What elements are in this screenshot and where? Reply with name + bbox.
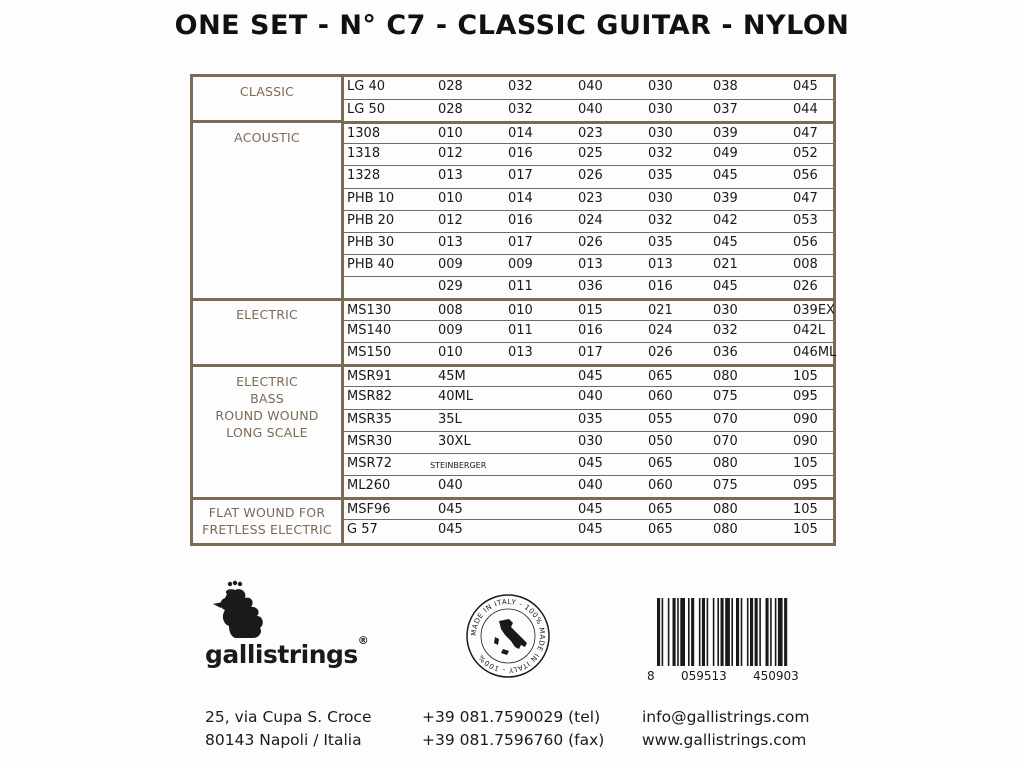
set-code: MSR30 — [347, 433, 393, 449]
gauge-value: 052 — [793, 146, 818, 162]
barcode-bar — [721, 598, 724, 666]
barcode-bar — [662, 598, 664, 666]
gauge-value: 032 — [648, 212, 673, 228]
gauge-value: 037 — [713, 102, 738, 118]
gauge-value: 047 — [793, 190, 818, 206]
barcode-bar — [702, 598, 705, 666]
gauge-value: 070 — [713, 411, 738, 427]
gauge-value: 047 — [793, 126, 818, 142]
category-divider — [193, 120, 341, 123]
gauge-value: 021 — [648, 303, 673, 318]
set-code: LG 50 — [347, 102, 385, 118]
barcode-bar — [680, 598, 685, 666]
gauge-value: 45M — [438, 369, 466, 385]
gauge-value: 023 — [578, 126, 603, 142]
gauge-value: 056 — [793, 234, 818, 250]
gauge-value: 095 — [793, 477, 818, 493]
table-row — [343, 342, 837, 364]
table-row — [343, 453, 833, 475]
gauge-value: 045 — [793, 79, 818, 94]
barcode-bar — [770, 598, 772, 666]
email-link[interactable]: info@gallistrings.com — [642, 708, 810, 726]
gauge-value: 060 — [648, 389, 673, 405]
rooster-icon — [205, 580, 295, 644]
gauge-value: 030 — [648, 190, 673, 206]
gauge-value: 036 — [578, 278, 603, 294]
set-code: MSR72 — [347, 455, 393, 471]
gauge-value: 053 — [793, 212, 818, 228]
barcode-bar — [668, 598, 670, 666]
gauge-value: 040 — [438, 477, 463, 493]
barcode-bar — [657, 598, 660, 666]
gauge-value: 028 — [438, 102, 463, 118]
made-in-italy-seal — [465, 593, 551, 679]
set-code: PHB 40 — [347, 256, 395, 272]
barcode-bar — [717, 598, 719, 666]
barcode-bar — [766, 598, 769, 666]
barcode-bar — [778, 598, 783, 666]
gauge-value: 012 — [438, 212, 463, 228]
gauge-value: 009 — [508, 256, 533, 272]
gauge-value: 017 — [508, 234, 533, 250]
gauge-value: 021 — [713, 256, 738, 272]
gauge-value: 105 — [793, 369, 818, 385]
gauge-value: 40ML — [438, 389, 474, 405]
gauge-value: 009 — [438, 323, 463, 339]
table-row — [343, 497, 833, 519]
gauge-value: 013 — [578, 256, 603, 272]
gauge-value: 042L — [793, 323, 826, 339]
page-title: ONE SET - N° C7 - CLASSIC GUITAR - NYLON — [174, 10, 850, 41]
table-row — [343, 320, 833, 342]
barcode-bar — [691, 598, 694, 666]
table-row — [343, 519, 833, 541]
gauge-value: 045 — [578, 455, 603, 471]
gauge-value: 009 — [438, 256, 463, 272]
italy-map-icon — [494, 619, 527, 655]
gauge-value: 065 — [648, 522, 673, 537]
category-classic: CLASSIC — [239, 84, 295, 99]
table-row — [343, 276, 833, 298]
table-row — [343, 298, 833, 320]
gallistrings-logo — [205, 580, 405, 680]
gauge-value: 046ML — [793, 345, 837, 361]
barcode-bar — [699, 598, 701, 666]
table-row — [343, 431, 833, 453]
set-code: MSR82 — [347, 389, 393, 405]
table-row — [343, 409, 833, 431]
gauge-value: 042 — [713, 212, 738, 228]
gauge-value: 030 — [648, 126, 673, 142]
address-line-2: 80143 Napoli / Italia — [205, 731, 362, 749]
gauge-value: 030 — [648, 102, 673, 118]
gauge-value: 105 — [793, 455, 818, 471]
set-code: 1318 — [347, 146, 381, 162]
gauge-value: 026 — [578, 234, 603, 250]
gauge-value: 008 — [793, 256, 818, 272]
gauge-value: 090 — [793, 411, 818, 427]
gauge-value: 035 — [648, 168, 673, 184]
gauge-value: 010 — [438, 345, 463, 361]
gauge-value: 014 — [508, 190, 533, 206]
gauge-value: 065 — [648, 455, 673, 471]
gauge-value: 080 — [713, 369, 738, 385]
category-flat-wound: FLAT WOUND FOR FRETLESS ELECTRIC — [202, 505, 332, 537]
gauge-value: 035 — [648, 234, 673, 250]
set-code: ML260 — [347, 477, 391, 493]
gauge-value: 060 — [648, 477, 673, 493]
barcode-bar — [775, 598, 777, 666]
set-code: MSF96 — [347, 501, 391, 517]
set-code: PHB 20 — [347, 212, 395, 228]
gauge-value: 040 — [578, 477, 603, 493]
gauge-value: 029 — [438, 278, 463, 294]
gauge-value: 010 — [438, 126, 463, 142]
barcode-bar — [731, 598, 733, 666]
gauge-value: 032 — [648, 146, 673, 162]
barcode-bar — [673, 598, 676, 666]
table-row — [343, 364, 833, 386]
category-acoustic: ACOUSTIC — [234, 130, 300, 145]
phone-fax: +39 081.7596760 (fax) — [422, 731, 605, 749]
table-row — [343, 232, 833, 254]
gauge-value: 013 — [438, 168, 463, 184]
set-code: MSR91 — [347, 369, 393, 385]
gauge-value: 013 — [438, 234, 463, 250]
gauge-value: 045 — [713, 234, 738, 250]
gauge-value: 065 — [648, 369, 673, 385]
set-code: PHB 10 — [347, 190, 395, 206]
gauge-value: 070 — [713, 433, 738, 449]
table-row — [343, 188, 833, 210]
gauge-value: 105 — [793, 501, 818, 517]
gauge-value: 012 — [438, 146, 463, 162]
barcode-bar — [688, 598, 690, 666]
gauge-value: 032 — [508, 102, 533, 118]
set-code: MS130 — [347, 303, 392, 318]
table-row — [343, 165, 833, 187]
gauge-value: 30XL — [438, 433, 471, 449]
gauge-value: 017 — [508, 168, 533, 184]
gauge-value: 040 — [578, 79, 603, 94]
table-row — [343, 210, 833, 232]
gauge-value: 010 — [508, 303, 533, 318]
table-row — [343, 475, 833, 497]
table-row — [343, 143, 833, 165]
category-column — [193, 77, 344, 543]
barcode-bar — [677, 598, 679, 666]
gauge-value: 095 — [793, 389, 818, 405]
set-code: MSR35 — [347, 411, 393, 427]
gauge-value: 080 — [713, 455, 738, 471]
gauge-value: 013 — [648, 256, 673, 272]
gauge-value: 055 — [648, 411, 673, 427]
gauge-value: 045 — [713, 278, 738, 294]
gauge-value: STEINBERGER — [430, 460, 487, 470]
gauge-value: 080 — [713, 522, 738, 537]
barcode-bars — [655, 598, 825, 668]
gauge-value: 039 — [713, 190, 738, 206]
gauge-value: 024 — [648, 323, 673, 339]
gauge-value: 045 — [578, 522, 603, 537]
category-divider — [193, 298, 341, 301]
category-divider — [193, 497, 341, 500]
seal-ring-text: MADE IN ITALY - 100% MADE IN ITALY - 100% — [469, 597, 547, 675]
barcode-bar — [750, 598, 753, 666]
gauge-value: 080 — [713, 501, 738, 517]
gauge-value: 030 — [648, 79, 673, 94]
set-code: G 57 — [347, 522, 378, 537]
barcode-bar — [747, 598, 749, 666]
gauge-value: 008 — [438, 303, 463, 318]
set-code: 1308 — [347, 126, 381, 142]
barcode-bar — [725, 598, 730, 666]
gauge-value: 026 — [793, 278, 818, 294]
gauge-value: 045 — [713, 168, 738, 184]
gauge-value: 049 — [713, 146, 738, 162]
barcode-bar — [784, 598, 787, 666]
gauge-value: 032 — [713, 323, 738, 339]
gauge-value: 030 — [713, 303, 738, 318]
table-row — [343, 77, 833, 99]
set-code: MS140 — [347, 323, 392, 339]
barcode-bar — [755, 598, 758, 666]
gauge-value: 075 — [713, 477, 738, 493]
table-row — [343, 121, 833, 143]
category-divider — [193, 364, 341, 367]
set-code: LG 40 — [347, 79, 385, 94]
gauge-value: 065 — [648, 501, 673, 517]
gauge-value: 016 — [578, 323, 603, 339]
gauge-value: 016 — [648, 278, 673, 294]
set-code: PHB 30 — [347, 234, 395, 250]
website-link[interactable]: www.gallistrings.com — [642, 731, 807, 749]
gauge-value: 036 — [713, 345, 738, 361]
gauge-value: 050 — [648, 433, 673, 449]
gauge-value: 011 — [508, 323, 533, 339]
barcode-bar — [741, 598, 743, 666]
gauge-value: 010 — [438, 190, 463, 206]
gauge-value: 038 — [713, 79, 738, 94]
barcode-bar — [759, 598, 761, 666]
gauge-value: 105 — [793, 522, 818, 537]
gauge-value: 026 — [648, 345, 673, 361]
gauge-value: 015 — [578, 303, 603, 318]
barcode-bar — [713, 598, 715, 666]
category-electric-bass: ELECTRIC BASS ROUND WOUND LONG SCALE — [215, 374, 319, 440]
gauge-value: 013 — [508, 345, 533, 361]
gauge-value: 024 — [578, 212, 603, 228]
address-line-1: 25, via Cupa S. Croce — [205, 708, 372, 726]
gauge-table — [190, 74, 836, 546]
barcode-bar — [707, 598, 709, 666]
gauge-value: 035 — [578, 411, 603, 427]
gauge-value: 039EX — [793, 303, 835, 318]
gauge-value: 056 — [793, 168, 818, 184]
table-row — [343, 254, 833, 276]
phone-tel: +39 081.7590029 (tel) — [422, 708, 601, 726]
gauge-value: 017 — [578, 345, 603, 361]
gauge-value: 016 — [508, 146, 533, 162]
gauge-value: 045 — [438, 522, 463, 537]
gauge-value: 090 — [793, 433, 818, 449]
brand-name: gallistrings® — [205, 634, 369, 669]
set-code: MS150 — [347, 345, 392, 361]
gauge-value: 039 — [713, 126, 738, 142]
gauge-value: 040 — [578, 102, 603, 118]
table-row — [343, 386, 833, 408]
barcode: 8 059513 450903 — [655, 598, 825, 688]
gauge-value: 014 — [508, 126, 533, 142]
gauge-value: 016 — [508, 212, 533, 228]
gauge-value: 032 — [508, 79, 533, 94]
set-code: 1328 — [347, 168, 381, 184]
barcode-bar — [736, 598, 739, 666]
gauge-value: 026 — [578, 168, 603, 184]
gauge-value: 075 — [713, 389, 738, 405]
gauge-value: 35L — [438, 411, 462, 427]
gauge-value: 045 — [578, 369, 603, 385]
table-row — [343, 99, 833, 121]
category-electric: ELECTRIC — [236, 307, 298, 322]
gauge-value: 045 — [578, 501, 603, 517]
gauge-value: 044 — [793, 102, 818, 118]
gauge-value: 030 — [578, 433, 603, 449]
gauge-value: 040 — [578, 389, 603, 405]
gauge-value: 011 — [508, 278, 533, 294]
gauge-value: 025 — [578, 146, 603, 162]
gauge-value: 023 — [578, 190, 603, 206]
gauge-value: 045 — [438, 501, 463, 517]
gauge-value: 028 — [438, 79, 463, 94]
